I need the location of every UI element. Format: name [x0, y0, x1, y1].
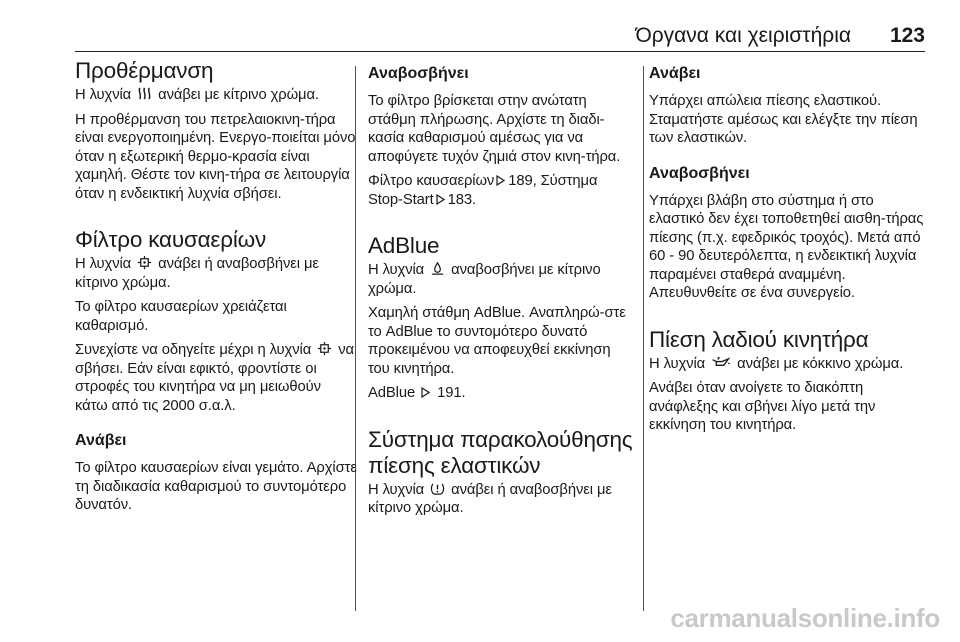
heading-preheat: Προθέρμανση — [75, 58, 214, 83]
adblue-description: Χαμηλή στάθμη AdBlue. Αναπληρώ-στε το AdBlue το συντομότερο δυνατό προκειμένου να αποφευχθεί εκκίνηση του κινητήρα. — [368, 305, 626, 377]
heading-tire-pressure-monitoring: Σύστημα παρακολούθησης πίεσης ελαστικών — [368, 426, 633, 478]
flash-description-continued: 60 - 90 δευτερόλεπτα, η ενδεικτική λυχνία παραμένει σταθερά αναμμένη. Απευθυνθείτε σε ένα συνεργείο. — [649, 248, 917, 301]
lit-description: Το φίλτρο καυσαερίων είναι γεμάτο. Αρχίστε τη διαδικασία καθαρισμού το συντομότερο δυνατόν. — [75, 460, 357, 513]
reference-arrow-icon — [496, 175, 505, 186]
heading-adblue: AdBlue — [368, 233, 440, 258]
page-number: 123 — [889, 24, 925, 47]
header-title: Όργανα και χειριστήρια — [635, 24, 851, 47]
flash-description: Το φίλτρο βρίσκεται στην ανώτατη στάθμη πλήρωσης. Αρχίστε τη διαδι-κασία καθαρισμού αμέσως για να αποφύγετε τυχόν ζημιά στον κινη-τήρα. — [368, 93, 621, 165]
flash-description: Υπάρχει βλάβη στο σύστημα ή στο ελαστικό δεν έχει τοποθετηθεί αισθη-τήρας πίεσης (π.χ. εφεδρικός τροχός). Μετά από — [649, 192, 924, 246]
oil-description: Ανάβει όταν ανοίγετε το διακόπτη ανάφλεξης και σβήνει λίγο μετά την εκκίνηση του κινητήρα. — [649, 380, 876, 433]
flash-references: Φίλτρο καυσαερίων 189, Σύστημα Stop-Start 183. — [368, 173, 598, 208]
column-1 — [75, 54, 357, 521]
heading-lit: Ανάβει — [75, 432, 127, 449]
heading-flashing: Αναβοσβήνει — [649, 164, 750, 182]
column-2 — [368, 54, 634, 524]
adblue-intro: Η λυχνία αναβοσβήνει με κίτρινο χρώμα. — [368, 262, 601, 297]
heading-engine-oil-pressure: Πίεση λαδιού κινητήρα — [649, 326, 869, 352]
column-3 — [649, 54, 929, 441]
heading-exhaust-filter: Φίλτρο καυσαερίων — [75, 227, 267, 252]
filter-instruction: Συνεχίστε να οδηγείτε μέχρι η λυχνία να σβήσει. Εάν είναι εφικτό, φροντίστε οι στροφές του κινητήρα να μη μειωθούν κάτω από τις 2000 σ.α.λ. — [75, 342, 354, 414]
oil-can-icon — [711, 355, 731, 370]
tpms-intro: Η λυχνία ανάβει ή αναβοσβήνει με κίτρινο χρώμα. — [368, 481, 612, 516]
lit-description: Υπάρχει απώλεια πίεσης ελαστικού. Σταματήστε αμέσως και ελέγξτε την πίεση των ελαστικών. — [649, 93, 918, 146]
watermark: carmanualsonline.info — [670, 603, 940, 633]
glow-plug-icon — [137, 86, 152, 101]
oil-intro: Η λυχνία ανάβει με κόκκινο χρώμα. — [649, 355, 904, 372]
reference-arrow-icon — [436, 194, 445, 205]
exhaust-filter-icon — [317, 341, 332, 356]
preheat-intro: Η λυχνία ανάβει με κίτρινο χρώμα. — [75, 87, 319, 103]
exhaust-filter-icon — [137, 255, 152, 270]
adblue-icon — [430, 261, 445, 276]
heading-lit: Ανάβει — [649, 65, 701, 82]
filter-intro: Η λυχνία ανάβει ή αναβοσβήνει με κίτρινο χρώμα. — [75, 256, 319, 291]
page-header — [75, 22, 925, 52]
filter-needs-cleaning: Το φίλτρο καυσαερίων χρειάζεται καθαρισμό. — [75, 299, 287, 334]
reference-arrow-icon — [421, 387, 430, 398]
preheat-description: Η προθέρμανση του πετρελαιοκινη-τήρα είναι ενεργοποιημένη. Ενεργο-ποιείται μόνο όταν η εξωτερική θερμο-κρασία είναι χαμηλή. Θέστε τον κινη-τήρα σε λειτουργία όταν η ενδεικτική λυχνία σβήσει. — [75, 111, 356, 202]
adblue-reference: AdBlue 191. — [368, 385, 466, 401]
tire-pressure-icon — [430, 481, 445, 496]
column-divider — [643, 66, 644, 611]
heading-flashing: Αναβοσβήνει — [368, 65, 469, 82]
